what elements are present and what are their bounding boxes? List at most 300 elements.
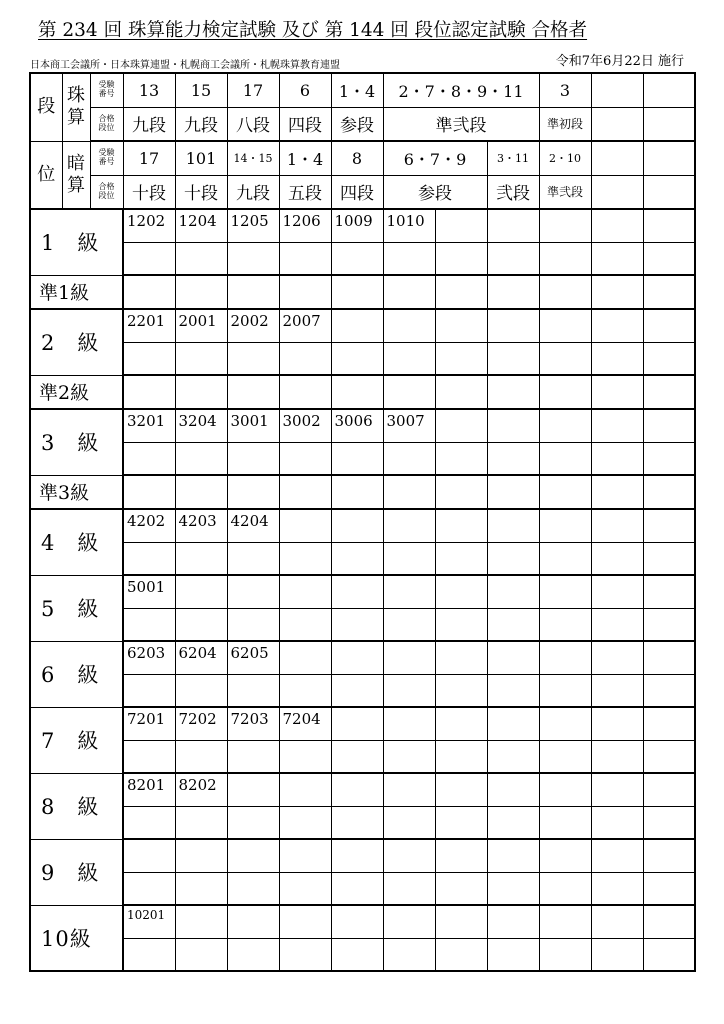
- empty-cell: [435, 839, 487, 872]
- empty-cell: [643, 309, 695, 342]
- empty-cell: [643, 707, 695, 740]
- empty-cell: [643, 575, 695, 608]
- empty-cell: [123, 806, 175, 839]
- empty-cell: [331, 375, 383, 409]
- empty-cell: [383, 872, 435, 905]
- empty-cell: [591, 773, 643, 806]
- empty-cell: [643, 375, 695, 409]
- shuzan-label-text: 珠算: [67, 85, 85, 129]
- empty-cell: [175, 442, 227, 475]
- empty-cell: [591, 938, 643, 971]
- anzan-exam-number: 6・7・9: [383, 141, 487, 175]
- empty-cell: [487, 806, 539, 839]
- empty-cell: [331, 542, 383, 575]
- grade-label: 6 級: [30, 641, 123, 707]
- passed-exam-number: 3007: [383, 409, 435, 442]
- empty-cell: [435, 872, 487, 905]
- empty-cell: [591, 608, 643, 641]
- empty-cell: [591, 542, 643, 575]
- empty-cell: [175, 938, 227, 971]
- empty-cell: [487, 342, 539, 375]
- empty-cell: [643, 938, 695, 971]
- empty-cell: [383, 707, 435, 740]
- empty-cell: [643, 275, 695, 309]
- empty-cell: [435, 905, 487, 938]
- passed-exam-number: 1009: [331, 209, 383, 242]
- empty-cell: [539, 475, 591, 509]
- empty-cell: [331, 905, 383, 938]
- shuzan-label: [62, 73, 90, 141]
- empty-cell: [383, 773, 435, 806]
- empty-cell: [331, 839, 383, 872]
- empty-cell: [123, 475, 175, 509]
- empty-cell: [435, 542, 487, 575]
- passed-exam-number: 4203: [175, 509, 227, 542]
- empty-cell: [591, 509, 643, 542]
- empty-cell: [539, 938, 591, 971]
- empty-cell: [383, 641, 435, 674]
- passed-exam-number: 1202: [123, 209, 175, 242]
- empty-cell: [175, 275, 227, 309]
- shuzan-passed-rank: 八段: [227, 107, 279, 141]
- passed-exam-number: 2201: [123, 309, 175, 342]
- empty-cell: [279, 806, 331, 839]
- empty-cell: [123, 674, 175, 707]
- empty-cell: [175, 475, 227, 509]
- anzan-exam-number: 2・10: [539, 141, 591, 175]
- anzan-exam-number: [591, 141, 643, 175]
- empty-cell: [539, 542, 591, 575]
- empty-cell: [331, 641, 383, 674]
- empty-cell: [539, 740, 591, 773]
- empty-cell: [591, 740, 643, 773]
- empty-cell: [227, 773, 279, 806]
- passed-rank-label-text-2: 合格段位: [98, 181, 115, 200]
- passed-exam-number: 5001: [123, 575, 175, 608]
- anzan-exam-number: 8: [331, 141, 383, 175]
- empty-cell: [643, 242, 695, 275]
- empty-cell: [643, 542, 695, 575]
- empty-cell: [487, 442, 539, 475]
- empty-cell: [435, 375, 487, 409]
- empty-cell: [435, 475, 487, 509]
- passed-exam-number: 2002: [227, 309, 279, 342]
- empty-cell: [643, 509, 695, 542]
- empty-cell: [435, 509, 487, 542]
- empty-cell: [383, 839, 435, 872]
- exam-number-label: [90, 73, 123, 107]
- empty-cell: [227, 872, 279, 905]
- empty-cell: [539, 773, 591, 806]
- empty-cell: [331, 275, 383, 309]
- empty-cell: [591, 674, 643, 707]
- empty-cell: [123, 938, 175, 971]
- empty-cell: [279, 839, 331, 872]
- empty-cell: [227, 905, 279, 938]
- empty-cell: [435, 674, 487, 707]
- empty-cell: [383, 275, 435, 309]
- anzan-exam-number: 3・11: [487, 141, 539, 175]
- anzan-passed-rank: 九段: [227, 175, 279, 209]
- empty-cell: [279, 872, 331, 905]
- dan-label: [30, 73, 62, 141]
- shuzan-exam-number: 1・4: [331, 73, 383, 107]
- empty-cell: [279, 509, 331, 542]
- empty-cell: [539, 641, 591, 674]
- empty-cell: [383, 740, 435, 773]
- grade-label: 準3級: [30, 475, 123, 509]
- empty-cell: [383, 242, 435, 275]
- empty-cell: [175, 575, 227, 608]
- empty-cell: [175, 740, 227, 773]
- page-title: 第 234 回 珠算能力検定試験 及び 第 144 回 段位認定試験 合格者: [38, 20, 588, 41]
- passed-exam-number: 4204: [227, 509, 279, 542]
- passed-exam-number: 6203: [123, 641, 175, 674]
- anzan-passed-rank: 五段: [279, 175, 331, 209]
- empty-cell: [591, 641, 643, 674]
- empty-cell: [331, 608, 383, 641]
- passed-exam-number: 8201: [123, 773, 175, 806]
- empty-cell: [331, 707, 383, 740]
- empty-cell: [643, 209, 695, 242]
- dan-label-text: 段: [37, 96, 56, 118]
- empty-cell: [591, 275, 643, 309]
- empty-cell: [539, 442, 591, 475]
- passed-exam-number: 8202: [175, 773, 227, 806]
- empty-cell: [591, 242, 643, 275]
- empty-cell: [591, 806, 643, 839]
- empty-cell: [591, 342, 643, 375]
- empty-cell: [487, 242, 539, 275]
- empty-cell: [487, 641, 539, 674]
- empty-cell: [591, 872, 643, 905]
- empty-cell: [539, 309, 591, 342]
- empty-cell: [435, 806, 487, 839]
- empty-cell: [383, 608, 435, 641]
- passed-exam-number: 1010: [383, 209, 435, 242]
- empty-cell: [123, 542, 175, 575]
- passed-exam-number: 3006: [331, 409, 383, 442]
- grade-label: 4 級: [30, 509, 123, 575]
- anzan-passed-rank: 準弐段: [539, 175, 591, 209]
- empty-cell: [383, 674, 435, 707]
- empty-cell: [643, 409, 695, 442]
- empty-cell: [539, 674, 591, 707]
- shuzan-passed-rank: [643, 107, 695, 141]
- empty-cell: [279, 773, 331, 806]
- empty-cell: [279, 542, 331, 575]
- empty-cell: [383, 309, 435, 342]
- empty-cell: [487, 674, 539, 707]
- empty-cell: [227, 575, 279, 608]
- empty-cell: [487, 839, 539, 872]
- grade-label: 1 級: [30, 209, 123, 275]
- empty-cell: [435, 442, 487, 475]
- empty-cell: [487, 542, 539, 575]
- empty-cell: [643, 608, 695, 641]
- empty-cell: [435, 342, 487, 375]
- empty-cell: [227, 938, 279, 971]
- empty-cell: [331, 575, 383, 608]
- empty-cell: [331, 309, 383, 342]
- empty-cell: [123, 740, 175, 773]
- shuzan-exam-number: 15: [175, 73, 227, 107]
- empty-cell: [539, 275, 591, 309]
- shuzan-exam-number: [591, 73, 643, 107]
- empty-cell: [279, 740, 331, 773]
- empty-cell: [539, 509, 591, 542]
- empty-cell: [227, 740, 279, 773]
- anzan-label-text: 暗算: [67, 152, 85, 196]
- anzan-exam-number: 1・4: [279, 141, 331, 175]
- empty-cell: [643, 839, 695, 872]
- organizers-text: 日本商工会議所・日本珠算連盟・札幌商工会議所・札幌珠算教育連盟: [30, 60, 340, 71]
- empty-cell: [383, 509, 435, 542]
- passed-rank-label: [90, 175, 123, 209]
- exam-number-label-text-2: 受験番号: [98, 148, 115, 167]
- empty-cell: [175, 806, 227, 839]
- exam-number-label-text: 受験番号: [98, 80, 115, 99]
- empty-cell: [435, 773, 487, 806]
- empty-cell: [435, 275, 487, 309]
- empty-cell: [591, 442, 643, 475]
- empty-cell: [643, 740, 695, 773]
- empty-cell: [279, 375, 331, 409]
- empty-cell: [591, 575, 643, 608]
- anzan-passed-rank: 十段: [123, 175, 175, 209]
- empty-cell: [331, 806, 383, 839]
- grade-label: 準1級: [30, 275, 123, 309]
- empty-cell: [643, 674, 695, 707]
- empty-cell: [123, 608, 175, 641]
- empty-cell: [175, 674, 227, 707]
- passed-exam-number: 7201: [123, 707, 175, 740]
- empty-cell: [539, 409, 591, 442]
- results-table: [29, 72, 696, 972]
- empty-cell: [591, 839, 643, 872]
- passed-exam-number: 6205: [227, 641, 279, 674]
- anzan-passed-rank: [591, 175, 643, 209]
- shuzan-passed-rank: 参段: [331, 107, 383, 141]
- empty-cell: [539, 608, 591, 641]
- empty-cell: [487, 938, 539, 971]
- empty-cell: [227, 375, 279, 409]
- empty-cell: [175, 242, 227, 275]
- empty-cell: [487, 773, 539, 806]
- empty-cell: [123, 442, 175, 475]
- empty-cell: [487, 475, 539, 509]
- anzan-exam-number: 101: [175, 141, 227, 175]
- empty-cell: [435, 209, 487, 242]
- empty-cell: [123, 872, 175, 905]
- empty-cell: [383, 938, 435, 971]
- i-label: [30, 141, 62, 209]
- empty-cell: [487, 509, 539, 542]
- passed-exam-number: 3201: [123, 409, 175, 442]
- empty-cell: [591, 905, 643, 938]
- empty-cell: [175, 608, 227, 641]
- shuzan-passed-rank: 四段: [279, 107, 331, 141]
- empty-cell: [227, 275, 279, 309]
- grade-label: 5 級: [30, 575, 123, 641]
- grade-label: 3 級: [30, 409, 123, 475]
- shuzan-exam-number: [643, 73, 695, 107]
- empty-cell: [123, 242, 175, 275]
- empty-cell: [331, 442, 383, 475]
- shuzan-exam-number: 17: [227, 73, 279, 107]
- empty-cell: [539, 905, 591, 938]
- passed-exam-number: 6204: [175, 641, 227, 674]
- empty-cell: [487, 872, 539, 905]
- empty-cell: [435, 641, 487, 674]
- shuzan-exam-number: 2・7・8・9・11: [383, 73, 539, 107]
- empty-cell: [279, 342, 331, 375]
- shuzan-passed-rank: 準初段: [539, 107, 591, 141]
- passed-exam-number: 10201: [123, 905, 175, 938]
- empty-cell: [279, 641, 331, 674]
- empty-cell: [539, 839, 591, 872]
- anzan-label: [62, 141, 90, 209]
- empty-cell: [227, 608, 279, 641]
- empty-cell: [487, 309, 539, 342]
- empty-cell: [331, 773, 383, 806]
- empty-cell: [539, 375, 591, 409]
- anzan-passed-rank: 四段: [331, 175, 383, 209]
- empty-cell: [331, 242, 383, 275]
- empty-cell: [643, 773, 695, 806]
- anzan-exam-number: 17: [123, 141, 175, 175]
- empty-cell: [123, 839, 175, 872]
- empty-cell: [383, 806, 435, 839]
- shuzan-exam-number: 3: [539, 73, 591, 107]
- shuzan-passed-rank: [591, 107, 643, 141]
- empty-cell: [279, 905, 331, 938]
- grade-label: 2 級: [30, 309, 123, 375]
- empty-cell: [227, 542, 279, 575]
- empty-cell: [591, 209, 643, 242]
- grade-label: 9 級: [30, 839, 123, 905]
- empty-cell: [331, 674, 383, 707]
- empty-cell: [539, 242, 591, 275]
- empty-cell: [175, 872, 227, 905]
- empty-cell: [279, 674, 331, 707]
- empty-cell: [331, 938, 383, 971]
- empty-cell: [279, 938, 331, 971]
- empty-cell: [227, 674, 279, 707]
- empty-cell: [331, 342, 383, 375]
- empty-cell: [175, 905, 227, 938]
- empty-cell: [279, 608, 331, 641]
- empty-cell: [539, 209, 591, 242]
- grade-label: 10級: [30, 905, 123, 971]
- empty-cell: [487, 905, 539, 938]
- passed-exam-number: 7204: [279, 707, 331, 740]
- grade-label: 準2級: [30, 375, 123, 409]
- empty-cell: [643, 475, 695, 509]
- passed-exam-number: 7203: [227, 707, 279, 740]
- empty-cell: [435, 938, 487, 971]
- anzan-passed-rank: 十段: [175, 175, 227, 209]
- shuzan-exam-number: 6: [279, 73, 331, 107]
- passed-exam-number: 1206: [279, 209, 331, 242]
- empty-cell: [643, 872, 695, 905]
- shuzan-passed-rank: 九段: [123, 107, 175, 141]
- passed-exam-number: 3204: [175, 409, 227, 442]
- shuzan-passed-rank: 九段: [175, 107, 227, 141]
- empty-cell: [435, 409, 487, 442]
- empty-cell: [643, 342, 695, 375]
- passed-exam-number: 2007: [279, 309, 331, 342]
- anzan-passed-rank: 参段: [383, 175, 487, 209]
- empty-cell: [591, 375, 643, 409]
- empty-cell: [539, 872, 591, 905]
- empty-cell: [227, 242, 279, 275]
- passed-exam-number: 4202: [123, 509, 175, 542]
- empty-cell: [279, 575, 331, 608]
- passed-exam-number: 1204: [175, 209, 227, 242]
- empty-cell: [383, 542, 435, 575]
- empty-cell: [591, 309, 643, 342]
- empty-cell: [383, 905, 435, 938]
- empty-cell: [435, 707, 487, 740]
- grade-label: 8 級: [30, 773, 123, 839]
- empty-cell: [383, 575, 435, 608]
- empty-cell: [175, 375, 227, 409]
- empty-cell: [435, 608, 487, 641]
- empty-cell: [383, 442, 435, 475]
- empty-cell: [123, 375, 175, 409]
- grade-label: 7 級: [30, 707, 123, 773]
- empty-cell: [643, 641, 695, 674]
- empty-cell: [487, 740, 539, 773]
- empty-cell: [643, 905, 695, 938]
- empty-cell: [539, 575, 591, 608]
- empty-cell: [175, 839, 227, 872]
- empty-cell: [383, 342, 435, 375]
- passed-exam-number: 3001: [227, 409, 279, 442]
- empty-cell: [487, 707, 539, 740]
- empty-cell: [383, 475, 435, 509]
- empty-cell: [435, 740, 487, 773]
- empty-cell: [123, 342, 175, 375]
- i-label-text: 位: [37, 163, 56, 185]
- empty-cell: [227, 342, 279, 375]
- passed-rank-label: [90, 107, 123, 141]
- shuzan-passed-rank: 準弐段: [383, 107, 539, 141]
- empty-cell: [227, 839, 279, 872]
- empty-cell: [435, 309, 487, 342]
- empty-cell: [175, 342, 227, 375]
- empty-cell: [487, 409, 539, 442]
- passed-exam-number: 7202: [175, 707, 227, 740]
- passed-exam-number: 1205: [227, 209, 279, 242]
- empty-cell: [331, 475, 383, 509]
- empty-cell: [487, 575, 539, 608]
- empty-cell: [175, 542, 227, 575]
- empty-cell: [279, 242, 331, 275]
- empty-cell: [487, 209, 539, 242]
- shuzan-exam-number: 13: [123, 73, 175, 107]
- empty-cell: [331, 509, 383, 542]
- anzan-passed-rank: 弐段: [487, 175, 539, 209]
- empty-cell: [487, 275, 539, 309]
- empty-cell: [279, 442, 331, 475]
- empty-cell: [227, 806, 279, 839]
- empty-cell: [435, 575, 487, 608]
- anzan-exam-number: 14・15: [227, 141, 279, 175]
- empty-cell: [279, 275, 331, 309]
- empty-cell: [279, 475, 331, 509]
